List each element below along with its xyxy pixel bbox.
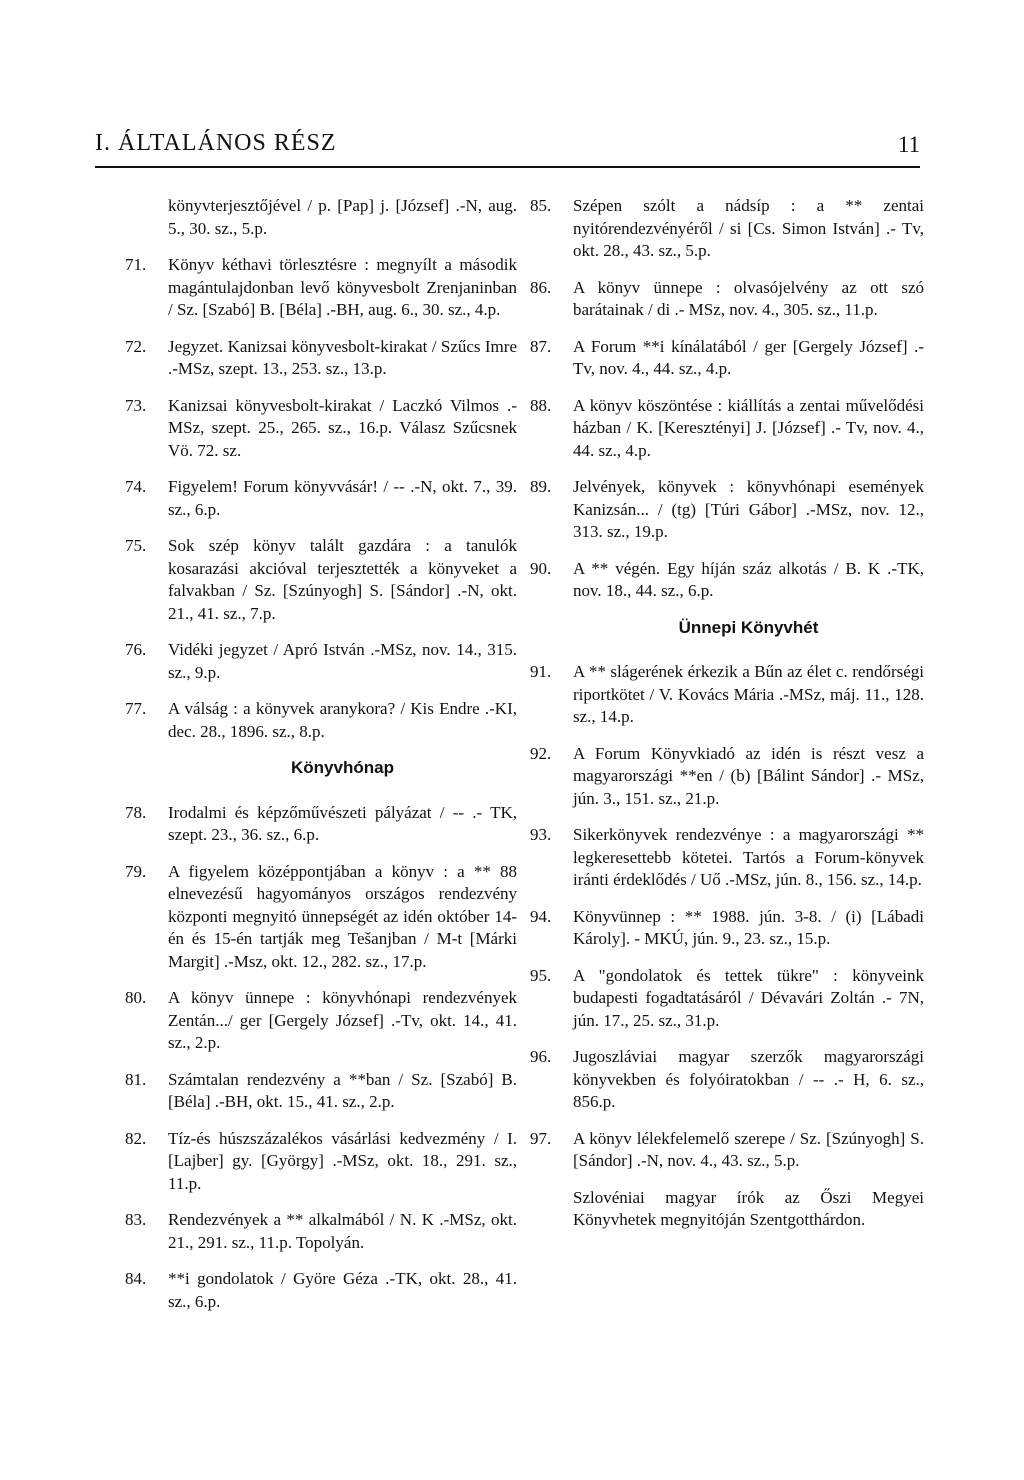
bibliography-entry: [125, 254, 517, 322]
bibliography-entry: [125, 802, 517, 847]
entry-text: Jelvények, könyvek : könyvhónapi események Kanizsán... / (tg) [Túri Gábor] .-MSz, nov. 12., 313. sz., 19.p.: [573, 477, 924, 541]
entry-number: 92.: [530, 743, 552, 763]
entry-text: A figyelem középpontjában a könyv : a ** 88 elnevezésű hagyományos országos rendezvény központi megnyitó ünnepségét az idén október 14-én és 15-én tartják meg Tešanjban / M-t [Márki Margit] .-Msz, okt. 12., 282. sz., 17.p.: [168, 861, 517, 971]
bibliography-entry: [125, 1268, 517, 1313]
bibliography-entry: [530, 661, 924, 729]
bibliography-entry: [530, 558, 924, 603]
entry-number: 93.: [530, 825, 552, 844]
entry-text: Vidéki jegyzet / Apró István .-MSz, nov. 14., 315. sz., 9.p.: [168, 640, 517, 682]
entry-text: Tíz-és húszszázalékos vásárlási kedvezmény / I. [Lajber] gy. [György] .-MSz, okt. 18., 291. sz., 11.p.: [168, 1128, 517, 1193]
entry-text: A "gondolatok és tettek tükre" : könyveink budapesti fogadtatásáról / Dévavári Zoltán .- 7N, jún. 17., 25. sz., 31.p.: [573, 965, 924, 1030]
entry-text: A ** slágerének érkezik a Bűn az élet c. rendőrségi riportkötet / V. Kovács Mária .-MSz, máj. 11., 128. sz., 14.p.: [573, 662, 924, 726]
entry-text: Számtalan rendezvény a **ban / Sz. [Szabó] B. [Béla] .-BH, okt. 15., 41. sz., 2.p.: [168, 1069, 517, 1111]
bibliography-entry: [125, 861, 517, 974]
entry-number: 86.: [530, 277, 552, 297]
right-column: [530, 195, 924, 1246]
bibliography-entry: [530, 965, 924, 1033]
chapter-title: I. ÁLTALÁNOS RÉSZ: [95, 130, 337, 156]
entry-number: 95.: [530, 965, 552, 985]
entry-text: Könyvünnep : ** 1988. jún. 3-8. / (i) [Lábadi Károly]. - MKÚ, jún. 9., 23. sz., 15.p.: [573, 906, 924, 948]
bibliography-entry: [530, 395, 924, 463]
entry-number: 81.: [125, 1069, 147, 1089]
entry-text: A Forum **i kínálatából / ger [Gergely József] .-Tv, nov. 4., 44. sz., 4.p.: [573, 336, 924, 378]
bibliography-entry: [530, 476, 924, 544]
entry-text: Szlovéniai magyar írók az Őszi Megyei Könyvhetek megnyitóján Szentgotthárdon.: [573, 1187, 924, 1229]
bibliography-entry: [530, 277, 924, 322]
entry-number: 79.: [125, 861, 147, 881]
entry-number: 82.: [125, 1128, 147, 1148]
entry-number: 76.: [125, 640, 147, 659]
bibliography-entry: [530, 906, 924, 951]
entry-number: 84.: [125, 1269, 147, 1288]
entry-number: 94.: [530, 906, 552, 926]
entry-number: 80.: [125, 988, 147, 1007]
bibliography-entry: [530, 743, 924, 811]
entry-number: 85.: [530, 196, 552, 215]
entry-text: Sikerkönyvek rendezvénye : a magyarországi ** legkeresettebb kötetei. Tartós a Forum-könyvek iránti érdeklődés / Uő .-MSz, jún. 8., 156. sz., 14.p.: [573, 825, 924, 889]
bibliography-entry: [125, 336, 517, 381]
entry-text: Figyelem! Forum könyvvásár! / -- .-N, okt. 7., 39. sz., 6.p.: [168, 477, 517, 519]
bibliography-entry: [125, 698, 517, 743]
entry-text: Irodalmi és képzőművészeti pályázat / -- .- TK, szept. 23., 36. sz., 6.p.: [168, 802, 517, 844]
entry-number: 87.: [530, 336, 552, 356]
bibliography-entry: [125, 1128, 517, 1196]
entry-number: 75.: [125, 536, 147, 555]
entry-text: A könyv ünnepe : olvasójelvény az ott szó barátainak / di .- MSz, nov. 4., 305. sz., 11.p.: [573, 277, 924, 319]
entry-number: 72.: [125, 336, 147, 356]
entry-text: A könyv ünnepe : könyvhónapi rendezvények Zentán.../ ger [Gergely József] .-Tv, okt. 14., 41. sz., 2.p.: [168, 988, 517, 1052]
bibliography-entry: [530, 336, 924, 381]
entry-number: 91.: [530, 662, 552, 681]
left-column: [125, 195, 517, 1327]
entry-text: A ** végén. Egy híján száz alkotás / B. K .-TK, nov. 18., 44. sz., 6.p.: [573, 558, 924, 600]
entry-number: 88.: [530, 395, 552, 415]
entry-text: Rendezvények a ** alkalmából / N. K .-MSz, okt. 21., 291. sz., 11.p. Topolyán.: [168, 1210, 517, 1252]
bibliography-entry: [530, 1046, 924, 1114]
page-number: 11: [897, 132, 920, 157]
bibliography-entry: [530, 824, 924, 892]
header-rule: [95, 166, 920, 168]
bibliography-entry: [530, 1128, 924, 1173]
entry-number: 78.: [125, 802, 147, 822]
entry-number: 71.: [125, 255, 147, 274]
page-header: [95, 122, 920, 162]
bibliography-entry: [125, 639, 517, 684]
bibliography-entry: [530, 1187, 924, 1232]
entry-text: A Forum Könyvkiadó az idén is részt vesz a magyarországi **en / (b) [Bálint Sándor] .- MSz, jún. 3., 151. sz., 21.p.: [573, 743, 924, 808]
entry-text: A könyv köszöntése : kiállítás a zentai művelődési házban / K. [Keresztényi] J. [József] .- Tv, nov. 4., 44. sz., 4.p.: [573, 395, 924, 460]
bibliography-entry: [125, 395, 517, 463]
entry-text: könyvterjesztőjével / p. [Pap] j. [József] .-N, aug. 5., 30. sz., 5.p.: [168, 196, 517, 238]
entry-text: Szépen szólt a nádsíp : a ** zentai nyitórendezvényéről / si [Cs. Simon István] .- Tv, okt. 28., 43. sz., 5.p.: [573, 196, 924, 260]
bibliography-entry: [125, 1209, 517, 1254]
entry-text: Kanizsai könyvesbolt-kirakat / Laczkó Vilmos .-MSz, szept. 25., 265. sz., 16.p. Válasz Szűcsnek Vö. 72. sz.: [168, 395, 517, 460]
bibliography-entry: [530, 195, 924, 263]
entry-number: 97.: [530, 1128, 552, 1148]
bibliography-entry: [125, 535, 517, 625]
entry-text: Sok szép könyv talált gazdára : a tanulók kosarazási akcióval terjesztették a könyveket a falvakban / Sz. [Szúnyogh] S. [Sándor] .-N, okt. 21., 41. sz., 7.p.: [168, 536, 517, 623]
entry-text: **i gondolatok / Györe Géza .-TK, okt. 28., 41. sz., 6.p.: [168, 1269, 517, 1311]
bibliography-entry: [125, 476, 517, 521]
bibliography-entry: [125, 987, 517, 1055]
entry-text: Jegyzet. Kanizsai könyvesbolt-kirakat / Szűcs Imre .-MSz, szept. 13., 253. sz., 13.p.: [168, 336, 517, 378]
entry-text: Jugoszláviai magyar szerzők magyarországi könyvekben és folyóiratokban / -- .- H, 6. sz., 856.p.: [573, 1047, 924, 1111]
entry-number: 96.: [530, 1047, 552, 1066]
entry-number: 83.: [125, 1210, 147, 1229]
entry-number: 89.: [530, 477, 552, 496]
section-heading: Ünnepi Könyvhét: [678, 617, 819, 637]
entry-number: 90.: [530, 558, 552, 578]
entry-number: 74.: [125, 477, 147, 496]
bibliography-entry: [125, 1069, 517, 1114]
entry-text: A könyv lélekfelemelő szerepe / Sz. [Szúnyogh] S. [Sándor] .-N, nov. 4., 43. sz., 5.p.: [573, 1128, 924, 1170]
section-heading: Könyvhónap: [291, 758, 394, 777]
entry-number: 77.: [125, 699, 147, 718]
entry-text: Könyv kéthavi törlesztésre : megnyílt a második magántulajdonban levő könyvesbolt Zrenjaninban / Sz. [Szabó] B. [Béla] .-BH, aug. 6., 30. sz., 4.p.: [168, 255, 517, 319]
bibliography-entry: [125, 195, 517, 240]
entry-number: 73.: [125, 395, 147, 415]
entry-text: A válság : a könyvek aranykora? / Kis Endre .-KI, dec. 28., 1896. sz., 8.p.: [168, 699, 517, 741]
